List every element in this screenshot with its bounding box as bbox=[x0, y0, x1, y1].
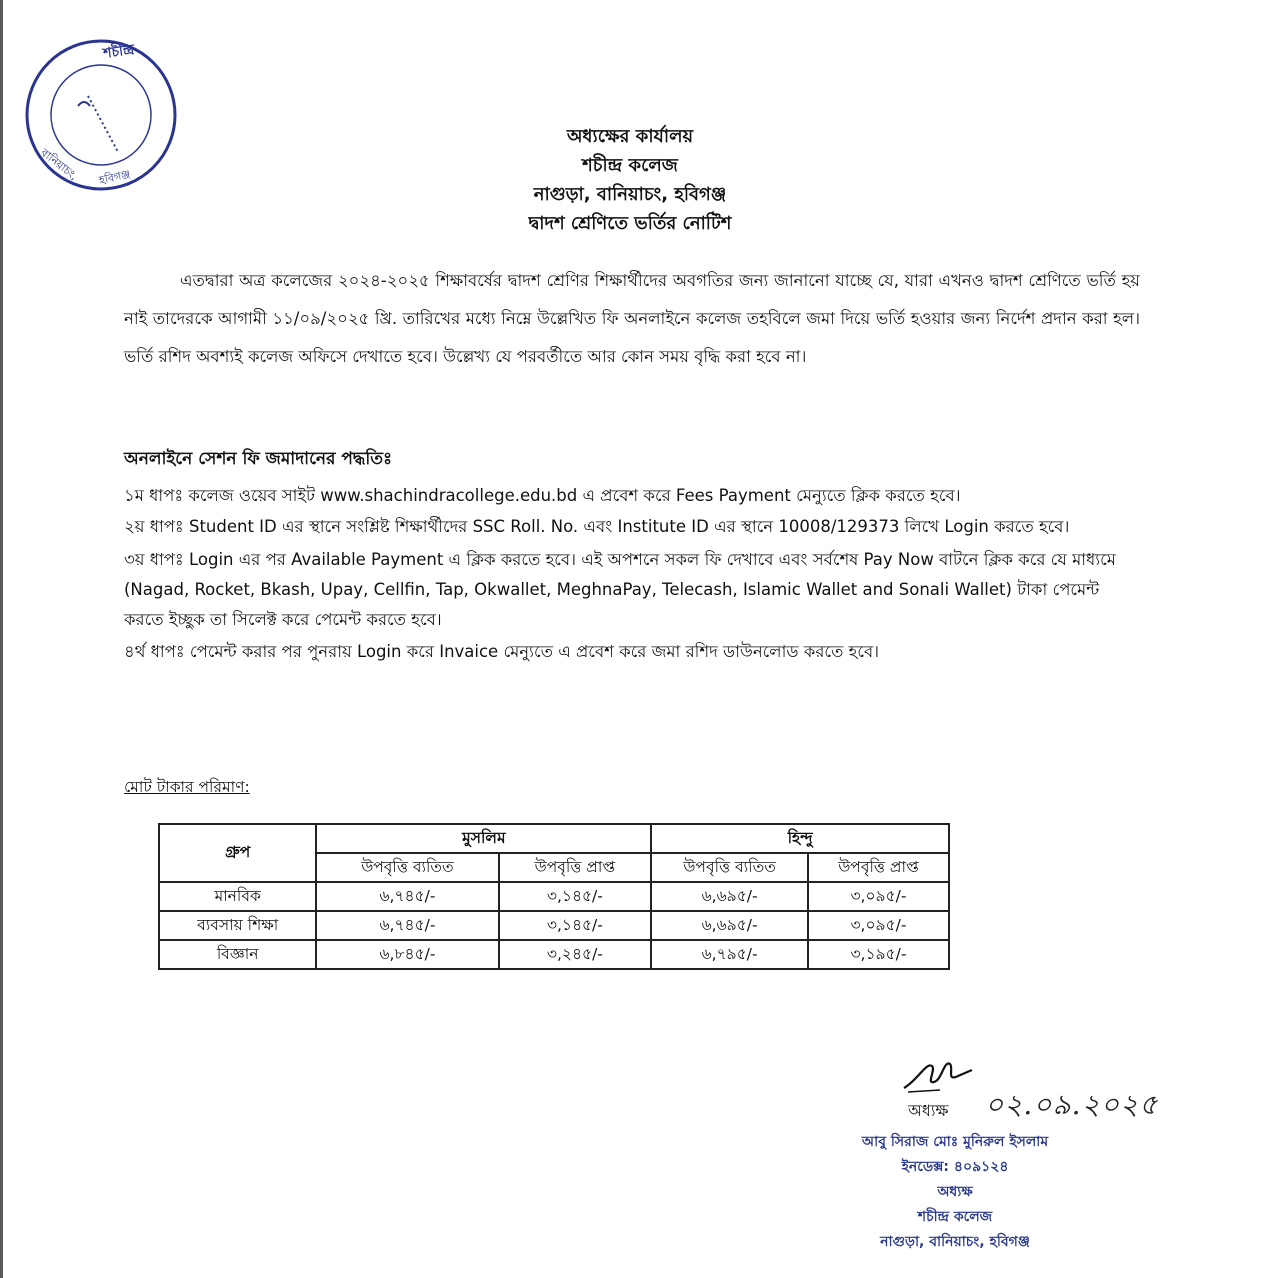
step-4: ৪র্থ ধাপঃ পেমেন্ট করার পর পুনরায় Login করে Invaice মেন্যুতে এ প্রবেশ করে জমা রশিদ ডাউনলোড করতে হবে। bbox=[124, 642, 880, 661]
payment-steps bbox=[124, 479, 1144, 668]
fee-cell: ৩,০৯৫/- bbox=[808, 882, 949, 911]
muslim-header: মুসলিম bbox=[316, 824, 651, 853]
step-3: ৩য় ধাপঃ Login এর পর Available Payment এ ক্লিক করতে হবে। এই অপশনে সকল ফি দেখাবে এবং সর্বশেষ Pay Now বাটনে ক্লিক করে যে মাধ্যমে (Nagad, Rocket, Bkash, Upay, Cellfin, Tap, Okwallet, MeghnaPay, Telecash, Islamic Wallet and Sonali Wallet) টাকা পেমেন্ট করতে ইচ্ছুক তা সিলেক্ট করে পেমেন্ট করতে হবে। bbox=[124, 550, 1116, 629]
fee-cell: ৬,৮৪৫/- bbox=[316, 940, 498, 969]
seal-designation: অধ্যক্ষ bbox=[937, 1184, 973, 1200]
fee-cell: ৬,৭৪৫/- bbox=[316, 911, 498, 940]
college-name: শচীন্দ্র কলেজ bbox=[582, 155, 678, 176]
group-cell: মানবিক bbox=[159, 882, 316, 911]
table-row bbox=[159, 911, 949, 940]
fee-table-header-row bbox=[159, 824, 949, 853]
svg-text:শচীন্দ্র: শচীন্দ্র bbox=[102, 41, 136, 62]
principal-label: অধ্যক্ষ bbox=[908, 1101, 949, 1120]
payment-method-title: অনলাইনে সেশন ফি জমাদানের পদ্ধতিঃ bbox=[124, 449, 393, 469]
group-cell: ব্যবসায় শিক্ষা bbox=[159, 911, 316, 940]
total-amount-label: মোট টাকার পরিমাণ: bbox=[124, 778, 250, 796]
table-row bbox=[159, 940, 949, 969]
seal-name: আবু সিরাজ মোঃ মুনিরুল ইসলাম bbox=[861, 1134, 1049, 1150]
subheader-hindu-with-stipend: উপবৃত্তি প্রাপ্ত bbox=[808, 853, 949, 882]
group-cell: বিজ্ঞান bbox=[159, 940, 316, 969]
notice-header bbox=[380, 122, 880, 238]
table-row bbox=[159, 882, 949, 911]
principal-seal bbox=[810, 1130, 1100, 1255]
fee-cell: ৩,১৪৫/- bbox=[499, 911, 652, 940]
college-address: নাগুড়া, বানিয়াচং, হবিগঞ্জ bbox=[533, 184, 727, 205]
fee-cell: ৬,৭৪৫/- bbox=[316, 882, 498, 911]
notice-title: দ্বাদশ শ্রেণিতে ভর্তির নোটিশ bbox=[528, 213, 732, 234]
signature-date: ০২.০৯.২০২৫ bbox=[985, 1088, 1159, 1121]
scan-edge bbox=[0, 0, 3, 1278]
fee-cell: ৬,৭৯৫/- bbox=[651, 940, 808, 969]
seal-college: শচীন্দ্র কলেজ bbox=[917, 1209, 993, 1225]
step-1: ১ম ধাপঃ কলেজ ওয়েব সাইট www.shachindracollege.edu.bd এ প্রবেশ করে Fees Payment মেন্যুতে ক্লিক করতে হবে। bbox=[124, 486, 961, 505]
fee-cell: ৩,২৪৫/- bbox=[499, 940, 652, 969]
svg-text:বানিয়াচং,: বানিয়াচং, bbox=[38, 146, 80, 183]
subheader-hindu-without-stipend: উপবৃত্তি ব্যতিত bbox=[651, 853, 808, 882]
seal-address: নাগুড়া, বানিয়াচং, হবিগঞ্জ bbox=[880, 1234, 1030, 1250]
office-title: অধ্যক্ষের কার্যালয় bbox=[566, 126, 694, 147]
fee-cell: ৩,০৯৫/- bbox=[808, 911, 949, 940]
notice-body-paragraph: এতদ্বারা অত্র কলেজের ২০২৪-২০২৫ শিক্ষাবর্ষের দ্বাদশ শ্রেণির শিক্ষার্থীদের অবগতির জন্য জানানো যাচ্ছে যে, যারা এখনও দ্বাদশ শ্রেণিতে ভর্তি হয় নাই তাদেরকে আগামী ১১/০৯/২০২৫ খ্রি. তারিখের মধ্যে নিম্নে উল্লেখিত ফি অনলাইনে কলেজ তহবিলে জমা দিয়ে ভর্তি হওয়ার জন্য নির্দেশ প্রদান করা হল। ভর্তি রশিদ অবশ্যই কলেজ অফিসে দেখাতে হবে। উল্লেখ্য যে পরবর্তীতে আর কোন সময় বৃদ্ধি করা হবে না। bbox=[124, 271, 1140, 366]
fee-cell: ৬,৬৯৫/- bbox=[651, 882, 808, 911]
fee-table bbox=[158, 823, 950, 970]
college-round-stamp bbox=[22, 36, 180, 194]
fee-cell: ৬,৬৯৫/- bbox=[651, 911, 808, 940]
fee-cell: ৩,১৯৫/- bbox=[808, 940, 949, 969]
subheader-muslim-with-stipend: উপবৃত্তি প্রাপ্ত bbox=[499, 853, 652, 882]
hindu-header: হিন্দু bbox=[651, 824, 949, 853]
handwritten-signature bbox=[900, 1052, 980, 1101]
subheader-muslim-without-stipend: উপবৃত্তি ব্যতিত bbox=[316, 853, 498, 882]
seal-index: ইনডেক্স: ৪০৯১২৪ bbox=[901, 1159, 1009, 1175]
step-2: ২য় ধাপঃ Student ID এর স্থানে সংশ্লিষ্ট শিক্ষার্থীদের SSC Roll. No. এবং Institute ID এর স্থানে 10008/129373 লিখে Login করতে হবে। bbox=[124, 517, 1070, 536]
group-header: গ্রুপ bbox=[159, 824, 316, 882]
fee-cell: ৩,১৪৫/- bbox=[499, 882, 652, 911]
svg-text:হবিগঞ্জ: হবিগঞ্জ bbox=[97, 167, 132, 187]
